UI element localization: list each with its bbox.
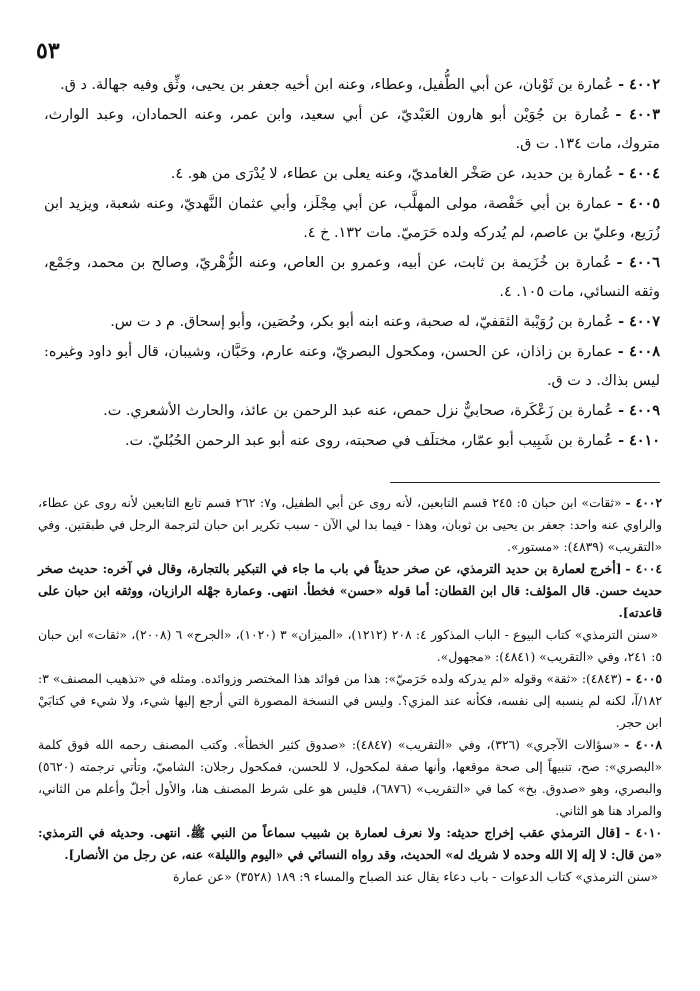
footnote-text: «ثقات» ابن حبان ٥: ٢٤٥ قسم التابعين، لأنه روى عن أبي الطفيل، و٧: ٢٦٢ قسم تابع التابعين لأنه روى عن عطاء، والراوي عنه واحد: جعفر بن يحيى بن ثوبان، وهذا - فيما بدا لي الآن - سبب تكرير ابن حبان لترجمة الرجل في طبقتين. وفي «التقريب» (٤٨٣٩): «مستور». bbox=[38, 496, 662, 554]
main-text bbox=[44, 70, 660, 456]
entry-number: ٤٠٠٥ - bbox=[616, 195, 660, 212]
entry-number: ٤٠٠٩ - bbox=[618, 402, 660, 419]
entry-text: عُمارة بن ثَوْبان، عن أبي الطُّفيل، وعطاء، وعنه ابن أخيه جعفر بن يحيى، وثِّق وفيه جهالة. د ق. bbox=[60, 77, 614, 93]
entry-text: عُمارة بن زَعْكَرة، صحابيٌّ نزل حمص، عنه عبد الرحمن بن عائذ، والحارث الأشعري. ت. bbox=[103, 403, 614, 419]
biography-entry bbox=[44, 189, 660, 248]
footnote-number: ٤٠٠٤ - bbox=[625, 561, 662, 576]
entry-number: ٤٠٠٨ - bbox=[617, 343, 661, 360]
entry-number: ٤٠١٠ - bbox=[618, 432, 660, 449]
footnote-number: ٤٠٠٢ - bbox=[625, 495, 663, 510]
footnote bbox=[38, 558, 662, 624]
entry-number: ٤٠٠٤ - bbox=[618, 165, 660, 182]
entry-number: ٤٠٠٧ - bbox=[618, 313, 660, 330]
biography-entry bbox=[44, 307, 660, 337]
footnote-number: ٤٠١٠ - bbox=[624, 825, 662, 840]
entry-text: عمارة بن زاذان، عن الحسن، ومكحول البصريّ، وعنه عارم، وحَبَّان، وشيبان، قال أبو داود وغيره: ليس بذاك. د ت ق. bbox=[44, 344, 660, 389]
footnote-separator bbox=[390, 482, 660, 483]
footnote bbox=[38, 668, 662, 734]
footnote bbox=[38, 624, 662, 668]
biography-entry bbox=[44, 426, 660, 456]
footnotes bbox=[38, 492, 662, 888]
biography-entry bbox=[44, 337, 660, 396]
entry-text: عُمارة بن شَبِيب أبو عمّار، مختلَف في صحبته، روى عنه أبو عبد الرحمن الحُبُليّ. ت. bbox=[124, 433, 614, 449]
entry-text: عُمارة بن حديد، عن صَخْر الغامديّ، وعنه يعلى بن عطاء، لا يُدْرَى من هو. ٤. bbox=[170, 166, 614, 182]
footnote-text: (٤٨٤٣): «ثقة» وقوله «لم يدركه ولده حَرَميّ»: هذا من فوائد هذا المختصر وزوائده. ومثله في «تذهيب المصنف» ٣: ١٨٢/آ، لكنه لم ينسبه إلى نفسه، فكأنه عند المزي؟. وليس في النسخة المصورة التي أرجع إليها شيء، ولا شيء في كتابَيْ ابن حجر. bbox=[38, 672, 662, 730]
footnote bbox=[38, 492, 662, 558]
biography-entry bbox=[44, 100, 660, 159]
footnote-number: ٤٠٠٥ - bbox=[626, 671, 663, 686]
biography-entry bbox=[44, 159, 660, 189]
footnote-text: «سنن الترمذي» كتاب الدعوات - باب دعاء يقال عند الصباح والمساء ٩: ١٨٩ (٣٥٢٨) «عن عمارة bbox=[173, 870, 658, 884]
entry-number: ٤٠٠٦ - bbox=[616, 254, 660, 271]
entry-text: عُمارة بن خُزَيمة بن ثابت، عن أبيه، وعمرو بن العاص، وعنه الزُّهْريّ، وصالح بن محمد، وجَمْع، وثقه النسائي، مات ١٠٥. ٤. bbox=[44, 255, 660, 300]
page-number: ٥٣ bbox=[36, 38, 60, 64]
footnote-text: «سؤالات الآجري» (٣٢٦)، وفي «التقريب» (٤٨٤٧): «صدوق كثير الخطأ». وكتب المصنف رحمه الله فوق كلمة «البصري»: صح، تنبيهاً إلى صحة موقعها، وأنها صفة لمكحول، لا للحسن، فمكحول رجلان: الشاميّ، وتأتي ترجمته (٥٦٢٠) والبصري، وهو «صدوق. بخ» كما في «التقريب» (٦٨٧٦)، فليس هو على شرط المصنف هنا، والأول أجلّ وأعلم من الثاني، والمراد هنا هو الثاني. bbox=[38, 738, 662, 818]
footnote bbox=[38, 734, 662, 822]
entry-text: عمارة بن أبي حَفْصة، مولى المهلَّب، عن أبي مِجْلَز، وأبي عثمان النَّهديّ، وعنه شعبة، ويزيد ابن زُرَيع، وعليّ بن عاصم، لم يُدركه ولده حَرَميّ. مات ١٣٢. خ ٤. bbox=[44, 196, 660, 241]
entry-text: عُمارة بن جُوَيْن أبو هارون العَبْديّ، عن أبي سعيد، وابن عمر، وعنه الحمادان، وعبد الوارث، متروك، مات ١٣٤. ت ق. bbox=[44, 107, 660, 152]
entry-number: ٤٠٠٢ - bbox=[618, 76, 660, 93]
footnote bbox=[38, 866, 662, 888]
footnote-text: [قال الترمذي عقب إخراج حديثه: ولا نعرف لعمارة بن شبيب سماعاً من النبي ﷺ. انتهى. وحديثه في الترمذي: «من قال: لا إله إلا الله وحده لا شريك له» الحديث، وقد رواه النسائي في «اليوم والليلة» عنه، عن رجل من الأنصار]. bbox=[38, 825, 662, 862]
biography-entry bbox=[44, 248, 660, 307]
footnote-text: «سنن الترمذي» كتاب البيوع - الباب المذكور ٤: ٢٠٨ (١٢١٢)، «الميزان» ٣ (١٠٢٠)، «الجرح» ٦ (٢٠٠٨)، «ثقات» ابن حبان ٥: ٢٤١، وفي «التقريب» (٤٨٤١): «مجهول». bbox=[38, 628, 662, 664]
biography-entry bbox=[44, 396, 660, 426]
footnote-text: [أخرج لعمارة بن حديد الترمذي، عن صخر حديثاً في باب ما جاء في التبكير بالتجارة، وقال في آخره: حديث صخر حديث حسن. قال المؤلف: قال ابن القطان: أما قوله «حسن» فخطأ. انتهى. وعمارة جهْله الرازيان، ووثقه ابن حبان على قاعدته]. bbox=[38, 561, 662, 620]
footnote-number: ٤٠٠٨ - bbox=[624, 737, 663, 752]
entry-number: ٤٠٠٣ - bbox=[615, 106, 660, 123]
biography-entry bbox=[44, 70, 660, 100]
entry-text: عُمارة بن رُوَيْبة الثقفيّ، له صحبة، وعنه ابنه أبو بكر، وحُصَين، وأبو إسحاق. م د ت س. bbox=[110, 314, 614, 330]
footnote bbox=[38, 822, 662, 866]
